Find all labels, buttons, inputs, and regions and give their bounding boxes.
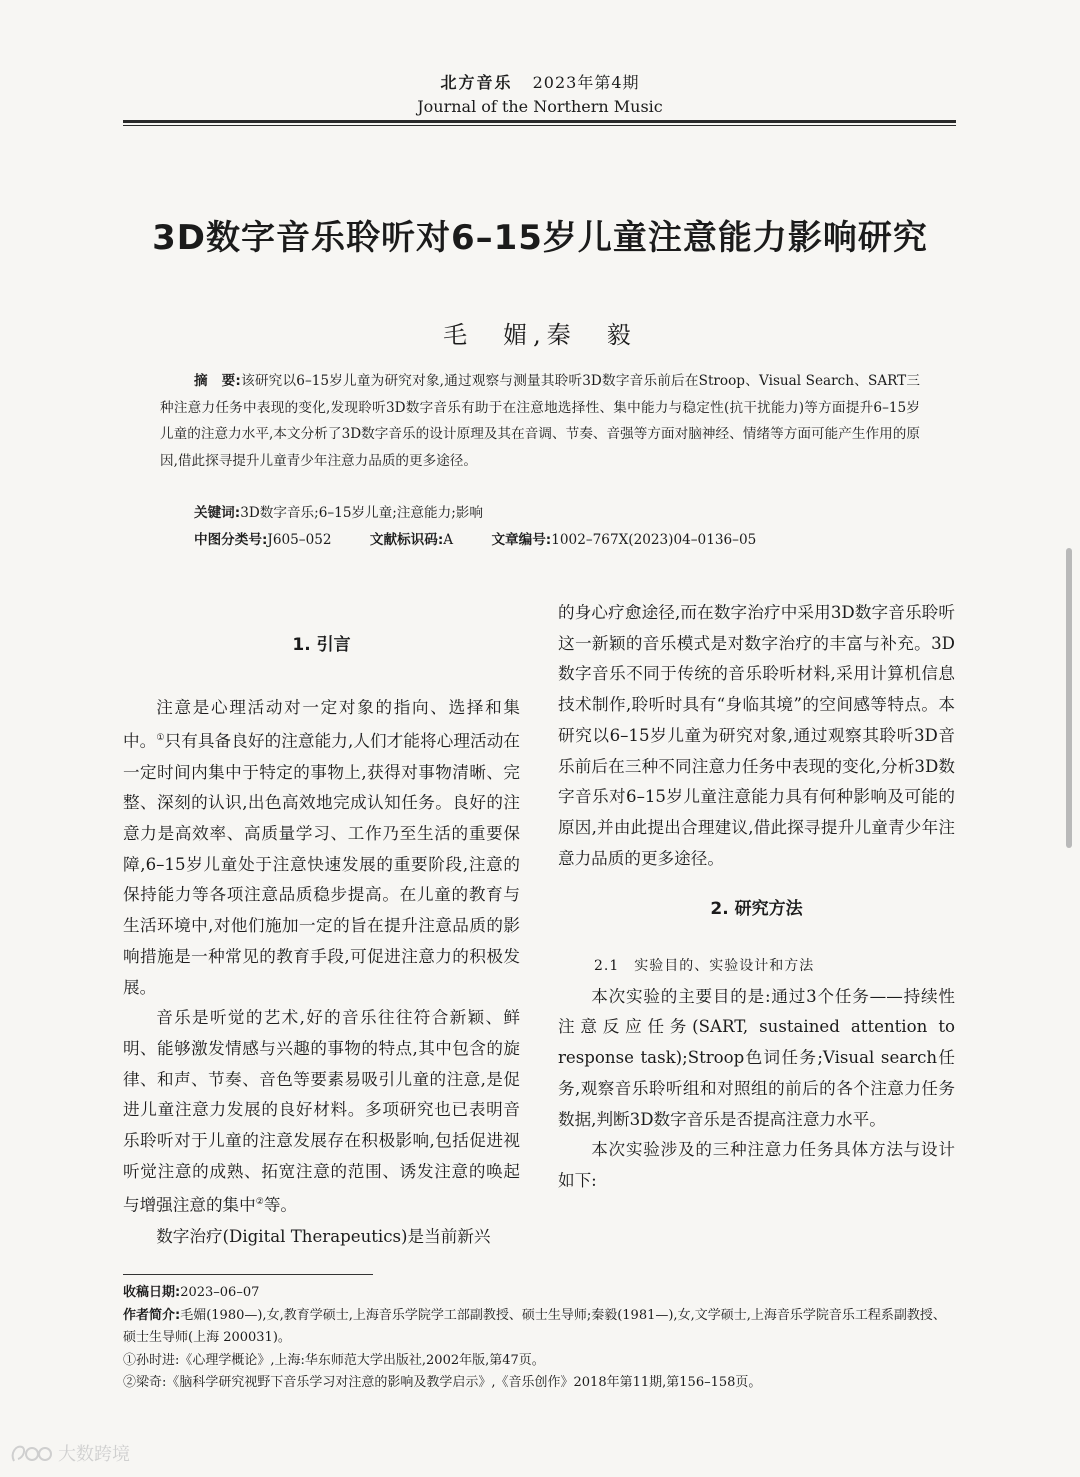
abstract-text: 该研究以6–15岁儿童为研究对象,通过观察与测量其聆听3D数字音乐前后在Stroop、Visual Search、SART三种注意力任务中表现的变化,发现聆听3D数字音乐有助于在注意地选择性、集中能力与稳定性(抗干扰能力)等方面提升6–15岁儿童的注意力水平,本文分析了3D数字音乐的设计原理及其在音调、节奏、音强等方面对脑神经、情绪等方面可能产生作用的原因,借此探寻提升儿童青少年注意力品质的更多途径。 xyxy=(160,373,921,469)
article-id-label: 文章编号: xyxy=(491,532,552,548)
classification-line xyxy=(194,527,920,553)
paragraph-task-design: 本次实验涉及的三种注意力任务具体方法与设计如下: xyxy=(558,1140,955,1190)
received-value: 2023–06–07 xyxy=(180,1285,260,1300)
journal-name-en: Journal of the Northern Music xyxy=(417,97,663,116)
section-heading-intro: 1. 引言 xyxy=(292,635,351,655)
paragraph-attention xyxy=(123,693,520,1004)
paragraph-purpose: 本次实验的主要目的是:通过3个任务——持续性注意反应任务(SART, sustained attention to response task);Stroop色词任务;Visual search任务,观察音乐聆听组和对照组的前后的各个注意力任务数据,判断3D数字音乐是否提高注意力水平。 xyxy=(558,986,955,1129)
author-bio-label: 作者简介: xyxy=(123,1307,181,1323)
watermark-logo-icon xyxy=(8,1441,54,1465)
reference-2: ②梁奇:《脑科学研究视野下音乐学习对注意的影响及教学启示》,《音乐创作》2018年第11期,第156–158页。 xyxy=(123,1375,762,1390)
left-column xyxy=(123,630,520,1252)
journal-issue: 2023年第4期 xyxy=(532,73,640,92)
paragraph-continued: 的身心疗愈途径,而在数字治疗中采用3D数字音乐聆听这一新颖的音乐模式是对数字治疗的丰富与补充。3D数字音乐不同于传统的音乐聆听材料,采用计算机信息技术制作,聆听时具有“身临其境”的空间感等特点。本研究以6–15岁儿童为研究对象,通过观察其聆听3D音乐前后在三种不同注意力任务中表现的变化,分析3D数字音乐对6–15岁儿童注意能力具有何种影响及可能的原因,并由此提出合理建议,借此探寻提升儿童青少年注意力品质的更多途径。 xyxy=(558,603,955,868)
watermark-text: 大数跨境 xyxy=(58,1444,130,1465)
author-bio-text: 毛媚(1980—),女,教育学硕士,上海音乐学院学工部副教授、硕士生导师;秦毅(1981—),女,文学硕士,上海音乐学院音乐工程系副教授、硕士生导师(上海 200031)。 xyxy=(123,1307,946,1345)
footnotes xyxy=(123,1282,956,1395)
paragraph-text: 注意是心理活动对一定对象的指向、选择和集中。 xyxy=(123,697,520,751)
keywords-text: 3D数字音乐;6–15岁儿童;注意能力;影响 xyxy=(240,505,483,521)
watermark xyxy=(8,1440,130,1466)
header-rule-thick xyxy=(123,120,956,123)
doc-code-label: 文献标识码: xyxy=(369,532,444,548)
clc-value: J605–052 xyxy=(267,532,332,548)
abstract xyxy=(160,368,920,474)
article-id-value: 1002–767X(2023)04–0136–05 xyxy=(551,532,757,548)
footnote-marker: ② xyxy=(255,1197,264,1208)
header-rule-thin xyxy=(123,125,956,126)
scrollbar-thumb[interactable] xyxy=(1066,548,1072,848)
subsection-heading: 2.1 实验目的、实验设计和方法 xyxy=(594,958,815,975)
article-authors: 毛 媚,秦 毅 xyxy=(443,321,637,349)
abstract-label: 摘 要: xyxy=(194,373,241,389)
paragraph-music xyxy=(123,1003,520,1221)
paragraph-digital-therapeutics: 数字治疗(Digital Therapeutics)是当前新兴 xyxy=(156,1226,491,1246)
paragraph-text: 等。 xyxy=(263,1196,298,1216)
received-label: 收稿日期: xyxy=(123,1285,181,1300)
keywords xyxy=(194,500,920,526)
section-heading-methods: 2. 研究方法 xyxy=(710,899,803,920)
keywords-label: 关键词: xyxy=(194,505,241,521)
reference-1: ①孙时进:《心理学概论》,上海:华东师范大学出版社,2002年版,第47页。 xyxy=(123,1352,545,1368)
journal-name-cn: 北方音乐 xyxy=(440,73,513,92)
doc-code-value: A xyxy=(443,532,454,548)
footnote-rule xyxy=(123,1274,373,1275)
author-bio xyxy=(123,1305,956,1350)
running-header xyxy=(0,70,1080,93)
clc-label: 中图分类号: xyxy=(194,532,268,548)
paragraph-text: 只有具备良好的注意能力,人们才能将心理活动在一定时间内集中于特定的事物上,获得对事物清晰、完整、深刻的认识,出色高效地完成认知任务。良好的注意力是高效率、高质量学习、工作乃至生活的重要保障,6–15岁儿童处于注意快速发展的重要阶段,注意的保持能力等各项注意品质稳步提高。在儿童的教育与生活环境中,对他们施加一定的旨在提升注意品质的影响措施是一种常见的教育手段,可促进注意力的积极发展。 xyxy=(123,731,520,997)
right-column xyxy=(558,598,955,1197)
article-title: 3D数字音乐聆听对6–15岁儿童注意能力影响研究 xyxy=(152,218,928,258)
received-date xyxy=(123,1282,956,1305)
footnote-marker: ① xyxy=(156,733,165,744)
paragraph-text: 音乐是听觉的艺术,好的音乐往往符合新颖、鲜明、能够激发情感与兴趣的事物的特点,其中包含的旋律、和声、节奏、音色等要素易吸引儿童的注意,是促进儿童注意力发展的良好材料。多项研究也已表明音乐聆听对于儿童的注意发展存在积极影响,包括促进视听觉注意的成熟、拓宽注意的范围、诱发注意的唤起与增强注意的集中 xyxy=(123,1008,520,1216)
